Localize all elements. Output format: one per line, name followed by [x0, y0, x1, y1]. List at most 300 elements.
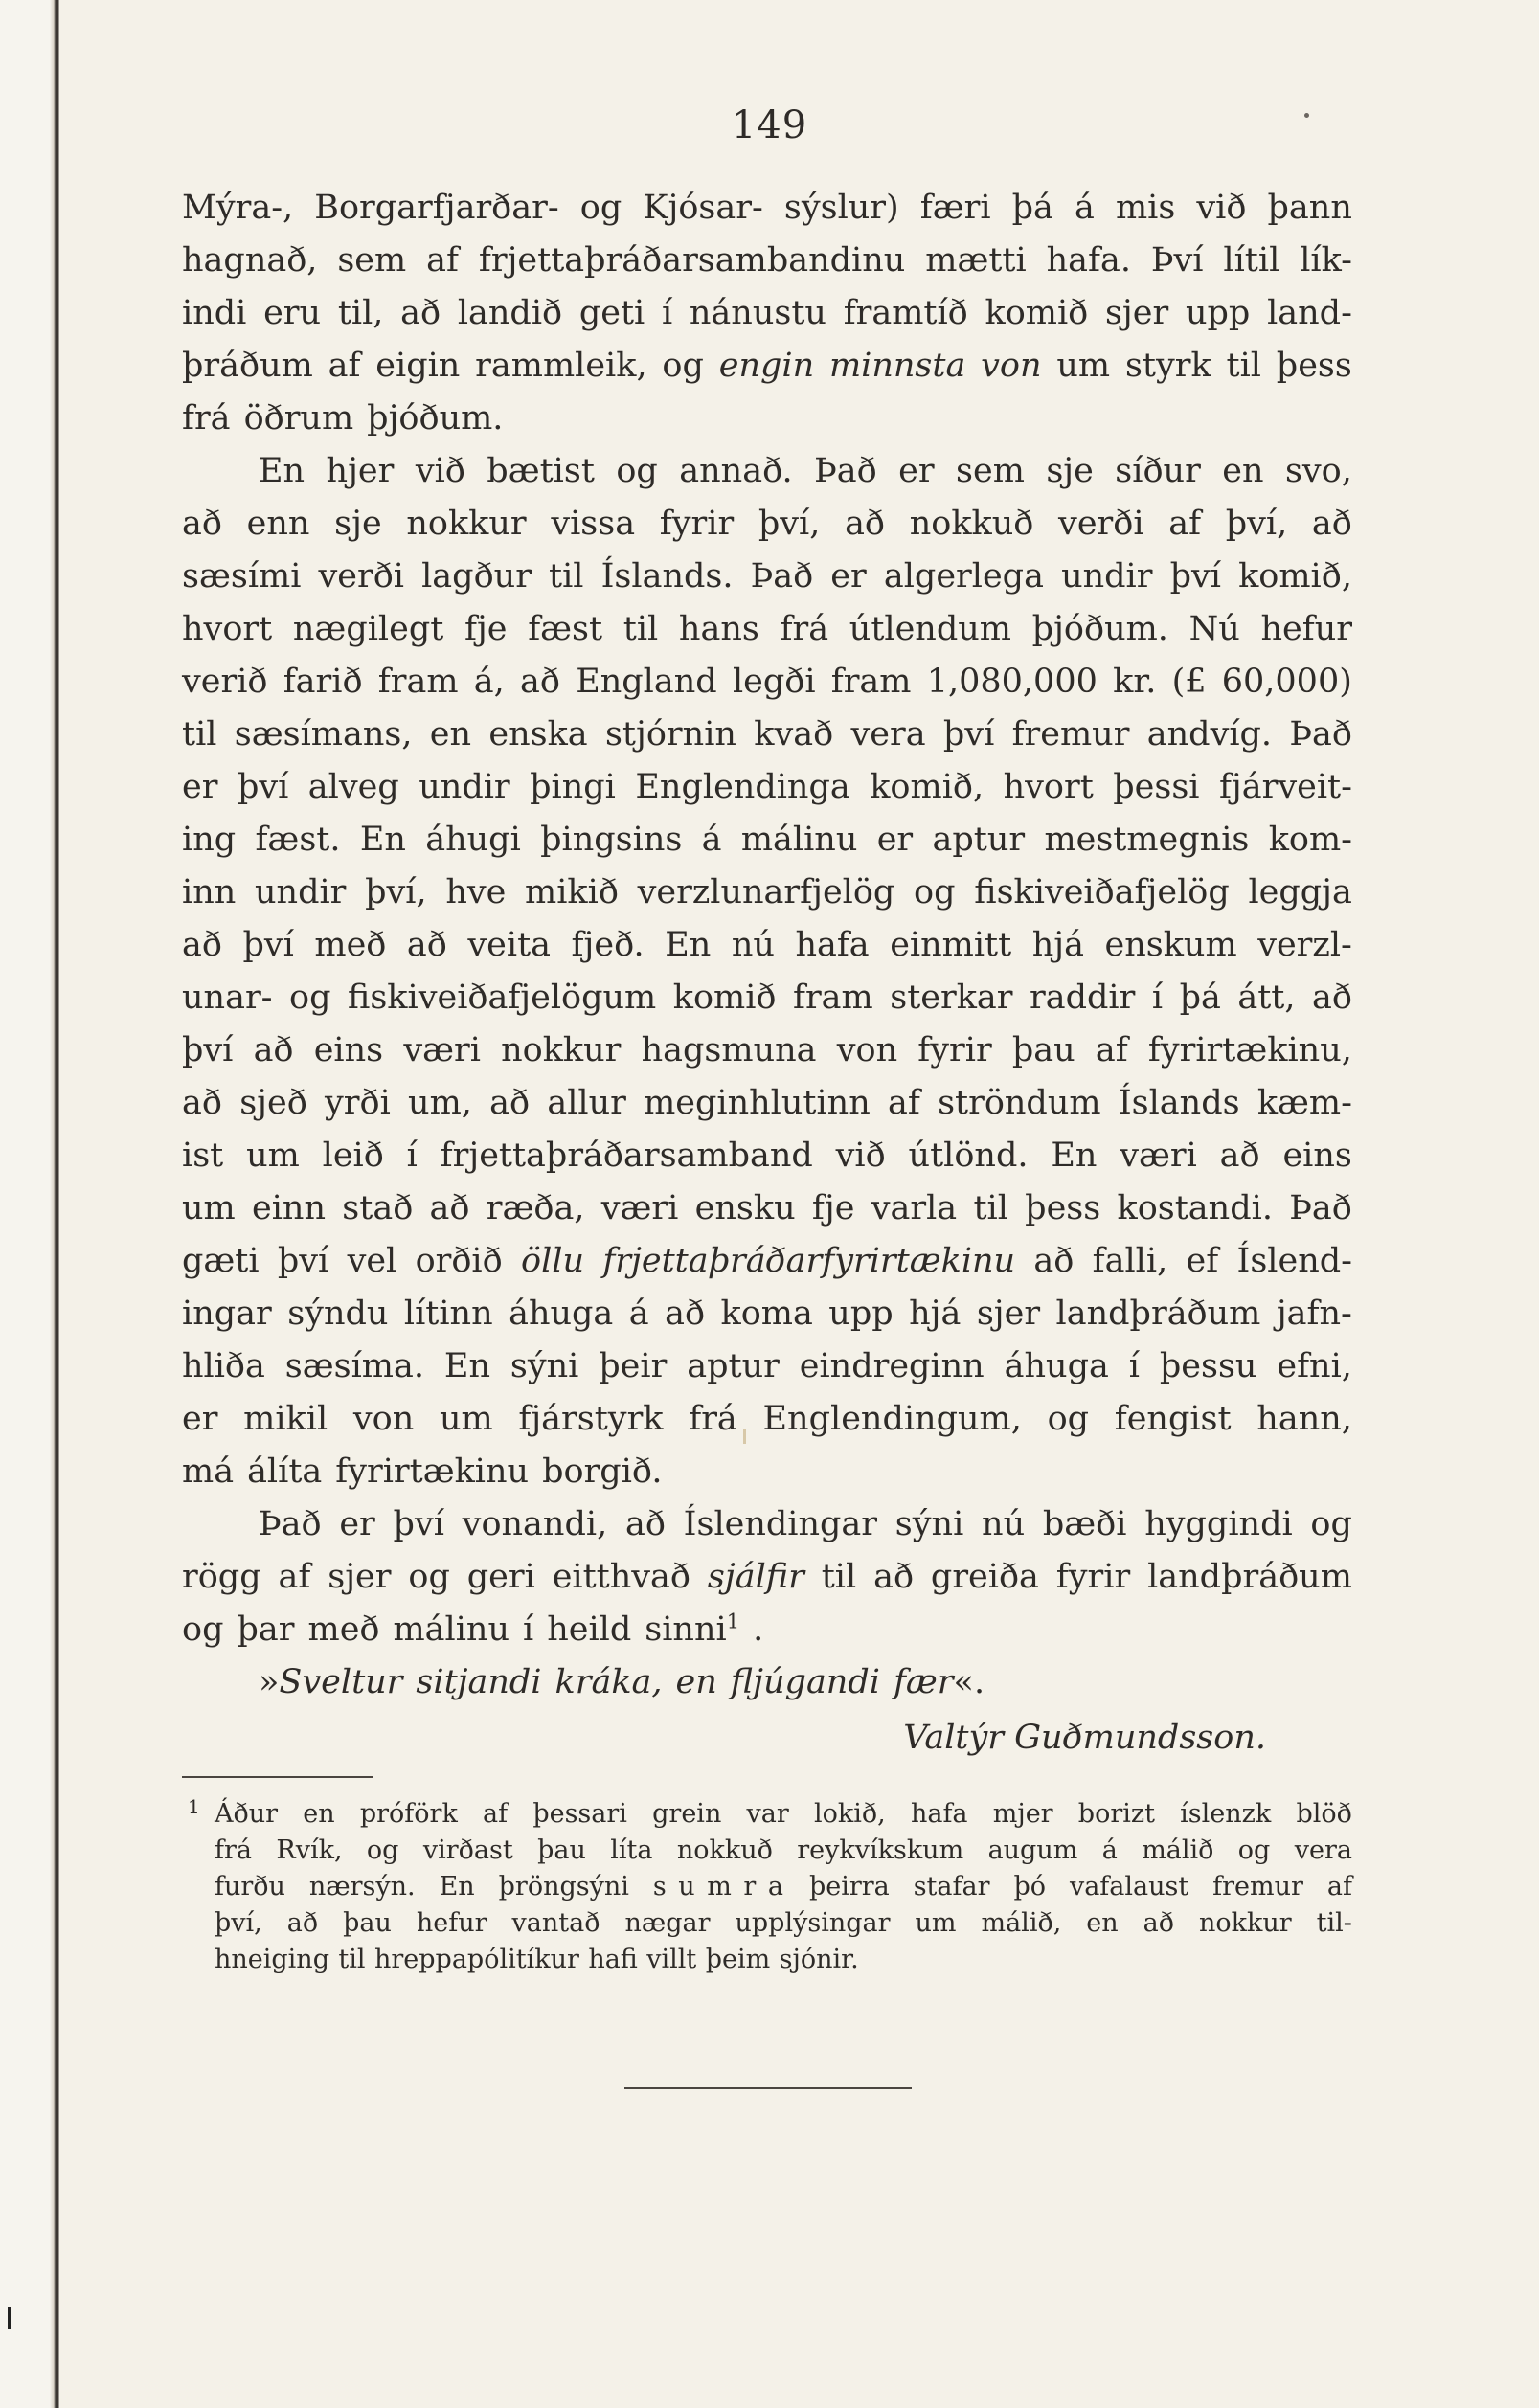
word: nærsýn. [308, 1872, 416, 1902]
footnote-line [215, 1833, 1352, 1869]
word: ströndum [938, 1084, 1101, 1122]
word: fremur [1212, 1872, 1303, 1902]
word: stjórnin [604, 715, 736, 754]
word: fyrirtækinu, [1147, 1031, 1352, 1069]
page-number: 149 [731, 103, 808, 147]
word: Íslands [1118, 1084, 1240, 1122]
word: er [876, 821, 914, 859]
word: verði [1058, 505, 1144, 543]
word: enska [488, 715, 588, 754]
word: Borgarfjarðar- [314, 189, 559, 227]
word: algerlega [883, 557, 1044, 596]
word: og [662, 347, 704, 385]
word: að [1311, 979, 1352, 1017]
word: því [277, 1242, 329, 1280]
word: lík- [1300, 241, 1352, 280]
word: af [888, 1084, 920, 1122]
word: sinni$^1$ [645, 1609, 740, 1649]
word: frá [689, 1400, 737, 1438]
word: svo, [1284, 452, 1352, 490]
word: fje [464, 610, 508, 648]
word: að [182, 505, 222, 543]
text-line [182, 235, 1352, 287]
word: en [1086, 1908, 1119, 1938]
word: efni, [1277, 1347, 1352, 1385]
word: aptur [687, 1347, 780, 1385]
word: frjettaþráðarfyrirtækinu [602, 1242, 1016, 1280]
word: »Sveltur [259, 1663, 403, 1701]
word: þingsins [540, 821, 683, 859]
word: málið, [981, 1908, 1062, 1938]
word: um [182, 1189, 236, 1227]
word: til [1226, 347, 1261, 385]
text-line [182, 1446, 1352, 1498]
word: og [579, 189, 622, 227]
word: því [942, 715, 995, 754]
word: yrði [325, 1084, 391, 1122]
text-line [182, 393, 1352, 445]
word: koma [720, 1294, 813, 1333]
word: hafi [588, 1945, 638, 1974]
word: alveg [307, 768, 399, 806]
word: til [821, 1558, 857, 1596]
word: málinu [393, 1610, 510, 1649]
word: kr. [1113, 663, 1157, 701]
word: er [182, 768, 218, 806]
word: Íslands. [600, 557, 734, 596]
word: og [1047, 1400, 1090, 1438]
word: að [873, 1558, 915, 1596]
word: færi [919, 189, 991, 227]
word: en [303, 1799, 335, 1829]
word: átt, [1237, 979, 1296, 1017]
word: hans [678, 610, 759, 648]
word: væri [403, 1031, 481, 1069]
word: mis [1115, 189, 1176, 227]
word: einn [252, 1189, 327, 1227]
word: aptur [932, 821, 1026, 859]
word: hneiging [215, 1945, 329, 1974]
word: vissa [551, 505, 636, 543]
word: þeir [599, 1347, 668, 1385]
word: fyrir [659, 505, 735, 543]
gutter-mark [8, 2307, 11, 2329]
word: villt [646, 1945, 697, 1974]
text-line [182, 972, 1352, 1024]
word: og [1237, 1835, 1271, 1865]
text-line [182, 1182, 1352, 1235]
word: ræða, [486, 1189, 585, 1227]
text-line [182, 709, 1352, 761]
word: Það [1289, 715, 1352, 754]
word: unar- [182, 979, 273, 1017]
word: sje [334, 505, 382, 543]
word: hagnað, [182, 241, 318, 280]
word: annað. [679, 452, 793, 490]
word: kom- [1268, 821, 1352, 859]
word: . [753, 1610, 764, 1649]
word: borgið. [542, 1452, 663, 1491]
word: komið, [1238, 557, 1352, 596]
word: eins [1282, 1136, 1352, 1175]
word: En [439, 1872, 475, 1902]
word: sýndu [287, 1294, 389, 1333]
word: mikið [525, 873, 619, 911]
word: frá [215, 1835, 252, 1865]
word: komið, [870, 768, 985, 806]
word: sýslur) [783, 189, 899, 227]
word: leggja [1248, 873, 1352, 911]
word: að [845, 505, 886, 543]
word: hjá [1031, 926, 1084, 964]
word: eigin [375, 347, 461, 385]
word: reykvíkskum [797, 1835, 964, 1865]
word: nú [982, 1505, 1026, 1543]
word: að [1033, 1242, 1075, 1280]
word: eins [313, 1031, 384, 1069]
word: nú [731, 926, 775, 964]
text-line [182, 1604, 1352, 1656]
text-line [182, 656, 1352, 709]
word: upp [1185, 294, 1251, 332]
word: er [830, 557, 867, 596]
word: En [665, 926, 712, 964]
text-line [182, 814, 1352, 866]
word: Það [750, 557, 814, 596]
word: væri [600, 1189, 679, 1227]
word: sem [956, 452, 1025, 490]
word: fram [792, 979, 873, 1017]
word: er [339, 1505, 375, 1543]
word: fram [377, 663, 459, 701]
word: útlönd. [908, 1136, 1029, 1175]
word: fæst. [255, 821, 341, 859]
text-line [182, 498, 1352, 551]
word: nokkuð [909, 505, 1034, 543]
word: heild [547, 1610, 632, 1649]
word: til- [1316, 1908, 1352, 1938]
word: grein [652, 1799, 722, 1829]
word: veita [467, 926, 552, 964]
word: frjettaþráðarsambandinu [478, 241, 906, 280]
word: undir [1061, 557, 1153, 596]
word: má [182, 1452, 235, 1491]
word: En [259, 452, 306, 490]
word: fremur [1011, 715, 1130, 754]
word: öðrum [243, 399, 354, 438]
word: áhuga [509, 1294, 614, 1333]
word: þau [343, 1908, 392, 1938]
word: og [408, 1558, 450, 1596]
word: En [1051, 1136, 1098, 1175]
word: um [246, 1136, 300, 1175]
word: sæsíma. [284, 1347, 424, 1385]
word: við [835, 1136, 886, 1175]
word: hliða [182, 1347, 265, 1385]
word: að [624, 1505, 666, 1543]
word: verði [318, 557, 404, 596]
word: þeirra [808, 1872, 890, 1902]
word: eitthvað [552, 1558, 690, 1596]
word: hreppapólitíkur [373, 1945, 579, 1974]
word: og [289, 979, 331, 1017]
word: nokkur [406, 505, 527, 543]
word: á, [473, 663, 505, 701]
word: von [981, 347, 1042, 385]
word: fæst [528, 610, 603, 648]
article-body [182, 182, 1352, 1767]
word: hefur [416, 1908, 487, 1938]
word: nokkur [501, 1031, 622, 1069]
word: frjettaþráðarsamband [440, 1136, 813, 1175]
ink-speck [1304, 113, 1309, 118]
text-line [182, 182, 1352, 235]
word: En [443, 1347, 490, 1385]
word: hann, [1256, 1400, 1352, 1438]
word: ist [182, 1136, 224, 1175]
text-line [182, 603, 1352, 656]
word: frá [182, 399, 231, 438]
word: engin [718, 347, 815, 385]
word: en [1222, 452, 1264, 490]
word: verzlunarfjelög [637, 873, 895, 911]
word: til [182, 715, 217, 754]
word: stafar [913, 1872, 990, 1902]
word: að [429, 1189, 470, 1227]
footnote-marker: 1 [188, 1795, 200, 1818]
word: þeim [705, 1945, 771, 1974]
word: ef [1186, 1242, 1219, 1280]
word: lítil [1223, 241, 1280, 280]
word: að [1311, 505, 1352, 543]
word: fje [811, 1189, 855, 1227]
word: komið [985, 294, 1089, 332]
word: að [182, 926, 222, 964]
word: að [406, 926, 447, 964]
word: Mýra-, [182, 189, 294, 227]
word: í [406, 1136, 418, 1175]
word: á [1101, 1835, 1118, 1865]
word: sjer [976, 1294, 1041, 1333]
word: raddir [1030, 979, 1136, 1017]
author-signature: Valtýr Guðmundsson. [903, 1719, 1266, 1757]
word: um [1056, 347, 1111, 385]
word: að [520, 663, 560, 701]
word: hafa [910, 1799, 968, 1829]
text-line [182, 1498, 1352, 1551]
word: Áður [215, 1799, 279, 1829]
word: sæsími [182, 557, 302, 596]
word: hafa [795, 926, 870, 964]
word: bætist [487, 452, 595, 490]
word: sitjandi [416, 1663, 542, 1701]
word: styrk [1124, 347, 1211, 385]
word: til [973, 1189, 1008, 1227]
word: Rvík, [276, 1835, 343, 1865]
word: kráka, [554, 1663, 663, 1701]
word: að [182, 1084, 222, 1122]
word: greiða [930, 1558, 1039, 1596]
word: af [1168, 505, 1202, 543]
text-line [182, 1024, 1352, 1077]
word: á [1075, 189, 1095, 227]
word: andvíg. [1146, 715, 1273, 754]
word: lokið, [814, 1799, 886, 1829]
word: álíta [247, 1452, 323, 1491]
word: rögg [182, 1558, 261, 1596]
word: komið [672, 979, 777, 1017]
word: um [439, 1400, 493, 1438]
word: með [307, 1610, 380, 1649]
word: á [628, 1294, 649, 1333]
word: eru [263, 294, 322, 332]
text-line [182, 340, 1352, 393]
word: blöð [1296, 1799, 1352, 1829]
word: enn [246, 505, 310, 543]
word: fengist [1114, 1400, 1232, 1438]
word: því [393, 1505, 444, 1543]
word: landþráðum [1055, 1294, 1261, 1333]
word: sýni [509, 1347, 579, 1385]
word: Englendingum, [762, 1400, 1022, 1438]
word: við [415, 452, 465, 490]
word: síður [1115, 452, 1201, 490]
word: inn [182, 873, 237, 911]
word: þá [1179, 979, 1221, 1017]
word: sjeð [239, 1084, 307, 1122]
word: fjárveit- [1218, 768, 1352, 806]
word: með [314, 926, 387, 964]
word: þingi [530, 768, 616, 806]
word: mjer [992, 1799, 1053, 1829]
word: gæti [182, 1242, 260, 1280]
word: af [483, 1799, 509, 1829]
word: til [549, 557, 584, 596]
word: mestmegnis [1044, 821, 1250, 859]
text-line [182, 445, 1352, 498]
word: kæm- [1256, 1084, 1352, 1122]
word: hvort [182, 610, 273, 648]
word: því, [758, 505, 821, 543]
word: orðið [415, 1242, 503, 1280]
text-line [182, 761, 1352, 814]
footnote-reference: 1 [726, 1609, 740, 1633]
word: rammleik, [475, 347, 647, 385]
word: öllu [521, 1242, 585, 1280]
word: nægar [624, 1908, 711, 1938]
word: virðast [422, 1835, 513, 1865]
word: og [616, 452, 658, 490]
word: hjer [326, 452, 395, 490]
word: af [426, 241, 459, 280]
word: indi [182, 294, 247, 332]
word: þann [1267, 189, 1352, 227]
word: þess [1276, 347, 1352, 385]
footnote-separator-rule [182, 1776, 373, 1778]
word: sjer [328, 1558, 392, 1596]
word: er [182, 1400, 218, 1438]
word: England [576, 663, 717, 701]
word: þessu [1159, 1347, 1257, 1385]
word: til [338, 1945, 366, 1974]
word: nokkur [1198, 1908, 1292, 1938]
word: falli, [1092, 1242, 1168, 1280]
text-line [182, 1130, 1352, 1182]
word: En [359, 821, 406, 859]
text-line [182, 551, 1352, 603]
footnote-line [188, 1796, 1352, 1833]
word: Íslend- [1236, 1242, 1352, 1280]
word: undir [254, 873, 347, 911]
word: en [675, 1663, 717, 1701]
word: að [665, 1294, 706, 1333]
word: af [1095, 1031, 1128, 1069]
word: þá [1011, 189, 1053, 227]
text-line [182, 1077, 1352, 1130]
footnote-line [215, 1869, 1352, 1905]
word: sæsímans, [234, 715, 413, 754]
word: til, [337, 294, 384, 332]
word: var [746, 1799, 789, 1829]
word: Það [259, 1505, 322, 1543]
word: framtíð [843, 294, 968, 332]
word: þar [237, 1610, 295, 1649]
word: enskum [1104, 926, 1237, 964]
word: nánustu [689, 294, 826, 332]
word: þau [537, 1835, 586, 1865]
word: hjá [909, 1294, 962, 1333]
footnote-line [215, 1942, 1352, 1978]
word: furðu [215, 1872, 285, 1902]
word: því [237, 768, 289, 806]
word: upplýsingar [735, 1908, 891, 1938]
word: 1,080,000 [926, 663, 1098, 701]
word: til [622, 610, 659, 648]
word: próförk [359, 1799, 458, 1829]
word: hve [445, 873, 507, 911]
word: ing [182, 821, 237, 859]
word: kvað [754, 715, 834, 754]
word: nokkuð [676, 1835, 773, 1865]
word: fiskiveiðafjelögum [348, 979, 657, 1017]
book-spine-gutter [0, 0, 59, 2408]
word: þjóðum. [367, 399, 504, 438]
word: fjárstyrk [518, 1400, 664, 1438]
word: málið [1142, 1835, 1214, 1865]
word: (£ [1171, 663, 1207, 701]
word: fær«. [893, 1663, 985, 1701]
word: þess [1025, 1189, 1101, 1227]
word: Það [814, 452, 877, 490]
word: við [1196, 189, 1247, 227]
word: áhuga [1004, 1347, 1109, 1385]
word: verzl- [1257, 926, 1352, 964]
word: og [914, 873, 956, 911]
word: líta [610, 1835, 653, 1865]
text-line [182, 1340, 1352, 1393]
word: fyrirtækinu [335, 1452, 530, 1491]
text-line [182, 919, 1352, 972]
word: 60,000) [1221, 663, 1352, 701]
word: hafa. [1046, 241, 1131, 280]
text-line [182, 866, 1352, 919]
word: s u m r a [652, 1872, 786, 1902]
word: ingar [182, 1294, 272, 1333]
word: að [489, 1084, 531, 1122]
word: þessari [532, 1799, 627, 1829]
word: því, [365, 873, 427, 911]
word: þó [1013, 1872, 1046, 1902]
